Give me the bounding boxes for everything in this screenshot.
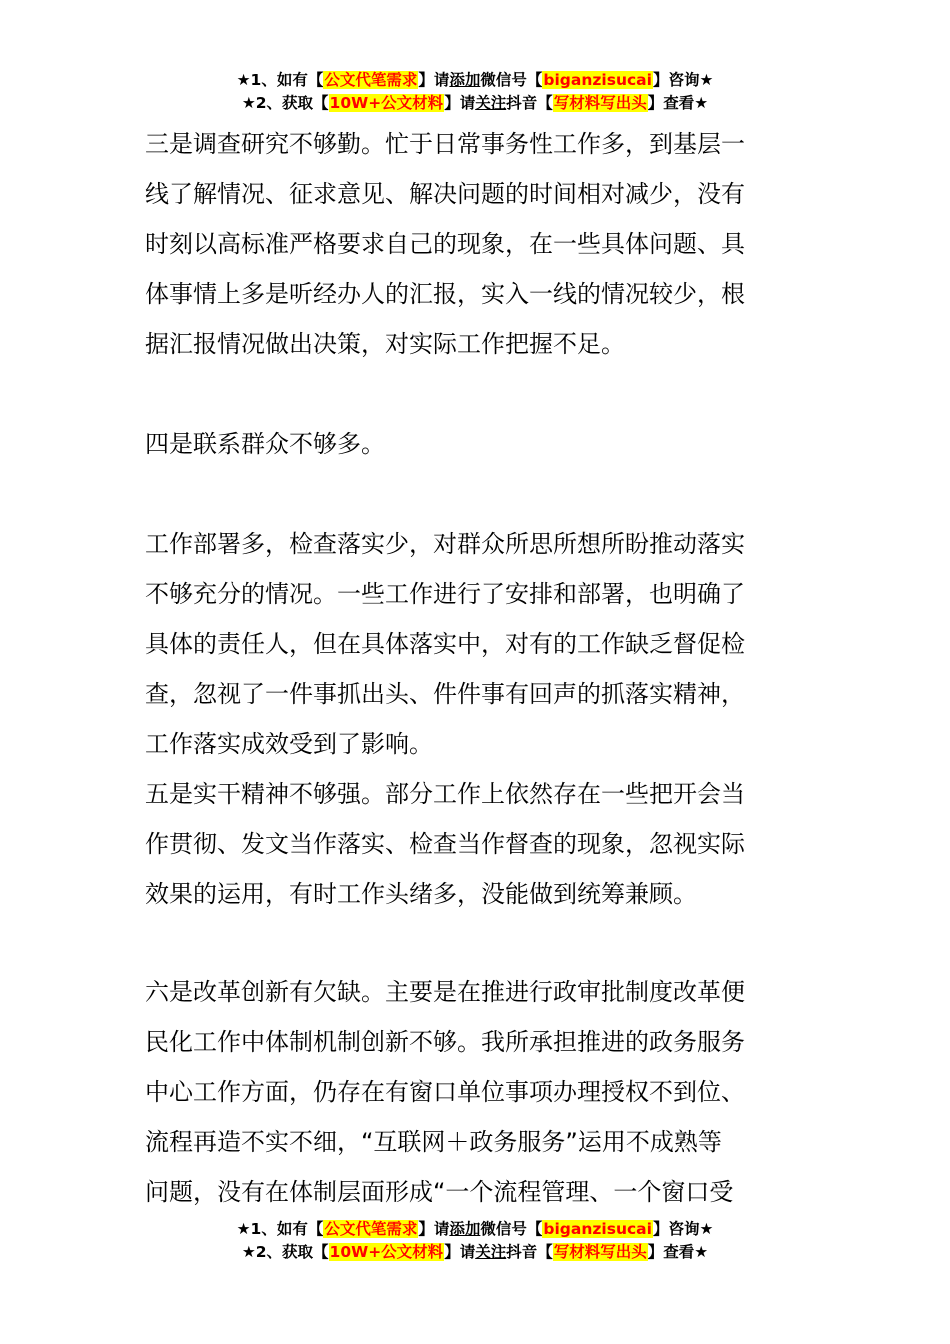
banner-line-1 <box>0 69 950 92</box>
text-line: 五是实干精神不够强。部分工作上依然存在一些把开会当 <box>145 780 745 808</box>
paragraph-research <box>145 119 810 369</box>
highlight-materials: 10W+公文材料 <box>329 1243 444 1261</box>
banner-text-underlined: 添加 <box>449 1220 481 1238</box>
banner-text: 】查看★ <box>647 1243 709 1261</box>
banner-text: ★1、如有【 <box>236 71 324 89</box>
text-line: 流程再造不实不细，“互联网＋政务服务”运用不成熟等 <box>145 1128 722 1156</box>
banner-text: 】请 <box>418 1220 450 1238</box>
paragraph-implementation <box>145 519 810 919</box>
banner-text: 】请 <box>444 1243 476 1261</box>
header-banner <box>0 69 950 115</box>
banner-text: ★2、获取【 <box>241 1243 329 1261</box>
text-line: 效果的运用，有时工作头绪多，没能做到统筹兼顾。 <box>145 880 697 908</box>
highlight-service: 公文代笔需求 <box>324 1220 418 1238</box>
banner-line-2 <box>0 1241 950 1264</box>
banner-text: 】咨询★ <box>652 1220 714 1238</box>
text-line: 作贯彻、发文当作落实、检查当作督查的现象，忽视实际 <box>145 830 745 858</box>
banner-text: 】查看★ <box>647 94 709 112</box>
text-line: 时刻以高标准严格要求自己的现象，在一些具体问题、具 <box>145 230 745 258</box>
footer-banner <box>0 1218 950 1264</box>
highlight-account: 写材料写出头 <box>553 94 647 112</box>
banner-text: 微信号【 <box>480 71 543 89</box>
highlight-materials: 10W+公文材料 <box>329 94 444 112</box>
text-line: 具体的责任人，但在具体落实中，对有的工作缺乏督促检 <box>145 630 745 658</box>
banner-text: 】请 <box>418 71 450 89</box>
banner-text: ★1、如有【 <box>236 1220 324 1238</box>
text-line: 据汇报情况做出决策，对实际工作把握不足。 <box>145 330 625 358</box>
text-line: 查，忽视了一件事抓出头、件件事有回声的抓落实精神， <box>145 680 745 708</box>
banner-text: 】请 <box>444 94 476 112</box>
banner-text: 抖音【 <box>506 94 553 112</box>
paragraph-reform <box>145 967 810 1217</box>
banner-text-underlined: 添加 <box>449 71 481 89</box>
text-line: 不够充分的情况。一些工作进行了安排和部署，也明确了 <box>145 580 745 608</box>
text-line: 四是联系群众不够多。 <box>145 430 385 458</box>
banner-line-1 <box>0 1218 950 1241</box>
highlight-wechat-id: biganzisucai <box>543 1220 652 1238</box>
text-line: 工作落实成效受到了影响。 <box>145 730 433 758</box>
text-line: 工作部署多，检查落实少，对群众所思所想所盼推动落实 <box>145 530 745 558</box>
text-line: 六是改革创新有欠缺。主要是在推进行政审批制度改革便 <box>145 978 745 1006</box>
text-line: 民化工作中体制机制创新不够。我所承担推进的政务服务 <box>145 1028 745 1056</box>
highlight-service: 公文代笔需求 <box>324 71 418 89</box>
banner-text: 】咨询★ <box>652 71 714 89</box>
paragraph-masses-heading <box>145 419 810 469</box>
text-line: 线了解情况、征求意见、解决问题的时间相对减少，没有 <box>145 180 745 208</box>
banner-text: 微信号【 <box>480 1220 543 1238</box>
banner-text: ★2、获取【 <box>241 94 329 112</box>
text-line: 体事情上多是听经办人的汇报，实入一线的情况较少，根 <box>145 280 745 308</box>
highlight-account: 写材料写出头 <box>553 1243 647 1261</box>
highlight-wechat-id: biganzisucai <box>543 71 652 89</box>
banner-text-underlined: 关注 <box>475 1243 507 1261</box>
banner-text: 抖音【 <box>506 1243 553 1261</box>
banner-text-underlined: 关注 <box>475 94 507 112</box>
text-line: 中心工作方面，仍存在有窗口单位事项办理授权不到位、 <box>145 1078 745 1106</box>
text-line: 三是调查研究不够勤。忙于日常事务性工作多，到基层一 <box>145 130 745 158</box>
banner-line-2 <box>0 92 950 115</box>
text-line: 问题，没有在体制层面形成“一个流程管理、一个窗口受 <box>145 1178 734 1206</box>
